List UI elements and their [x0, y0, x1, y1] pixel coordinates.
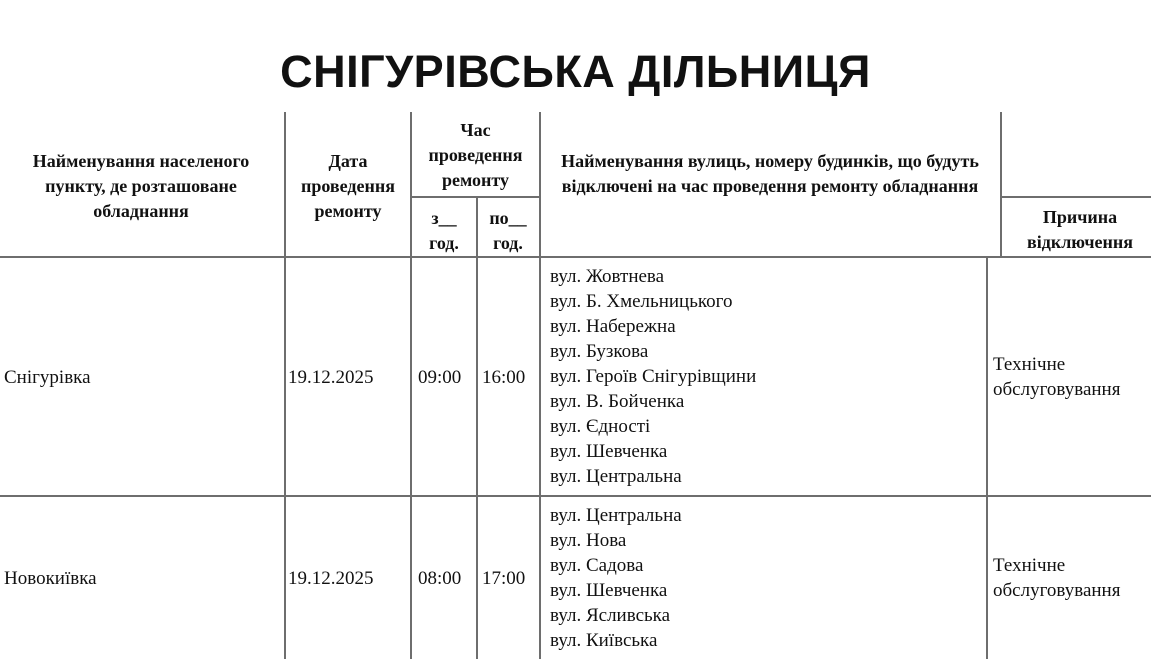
divider [1000, 112, 1002, 258]
streets-list [550, 264, 756, 489]
street-item: вул. Садова [550, 555, 644, 576]
header-locality: Найменування населеного пункту, де розташоване обладнання [32, 151, 250, 221]
street-item: вул. Героїв Снігурівщини [550, 366, 757, 387]
street-item: вул. Б. Хмельницького [550, 291, 733, 312]
header-time-to: по__ год. [489, 208, 527, 253]
locality-cell: Снігурівка [4, 367, 91, 388]
street-item: вул. Нова [550, 530, 627, 551]
street-item: вул. Центральна [550, 505, 682, 526]
reason-cell: Технічне обслуговування [993, 354, 1121, 400]
divider [284, 112, 286, 659]
header-time-from: з__ год. [429, 208, 459, 253]
divider [0, 495, 1151, 497]
street-item: вул. Київська [550, 630, 658, 651]
reason-cell: Технічне обслуговування [993, 555, 1121, 601]
street-item: вул. Набережна [550, 316, 676, 337]
date-cell: 19.12.2025 [288, 367, 374, 388]
header-streets: Найменування вулиць, номеру будинків, що будуть відключені на час проведення ремонту обладнання [561, 151, 979, 196]
divider [476, 198, 478, 659]
divider [0, 256, 1151, 258]
time-from-cell: 09:00 [418, 367, 462, 388]
streets-list [550, 503, 682, 653]
header-date: Дата проведення ремонту [301, 151, 395, 221]
date-cell: 19.12.2025 [288, 568, 374, 589]
street-item: вул. В. Бойченка [550, 391, 685, 412]
time-from-cell: 08:00 [418, 568, 462, 589]
street-item: вул. Жовтнева [550, 266, 665, 287]
header-reason: Причина відключення [1027, 207, 1133, 252]
street-item: вул. Центральна [550, 466, 682, 487]
street-item: вул. Ясливська [550, 605, 671, 626]
locality-cell: Новокиївка [4, 568, 97, 589]
divider [1000, 196, 1151, 198]
street-item: вул. Шевченка [550, 441, 668, 462]
page-title: СНІГУРІВСЬКА ДІЛЬНИЦЯ [280, 46, 871, 97]
time-to-cell: 17:00 [482, 568, 526, 589]
street-item: вул. Бузкова [550, 341, 649, 362]
divider [410, 112, 412, 659]
divider [986, 258, 988, 659]
divider [539, 112, 541, 659]
divider [410, 196, 541, 198]
street-item: вул. Єдності [550, 416, 651, 437]
time-to-cell: 16:00 [482, 367, 526, 388]
street-item: вул. Шевченка [550, 580, 668, 601]
header-time: Час проведення ремонту [428, 120, 523, 190]
